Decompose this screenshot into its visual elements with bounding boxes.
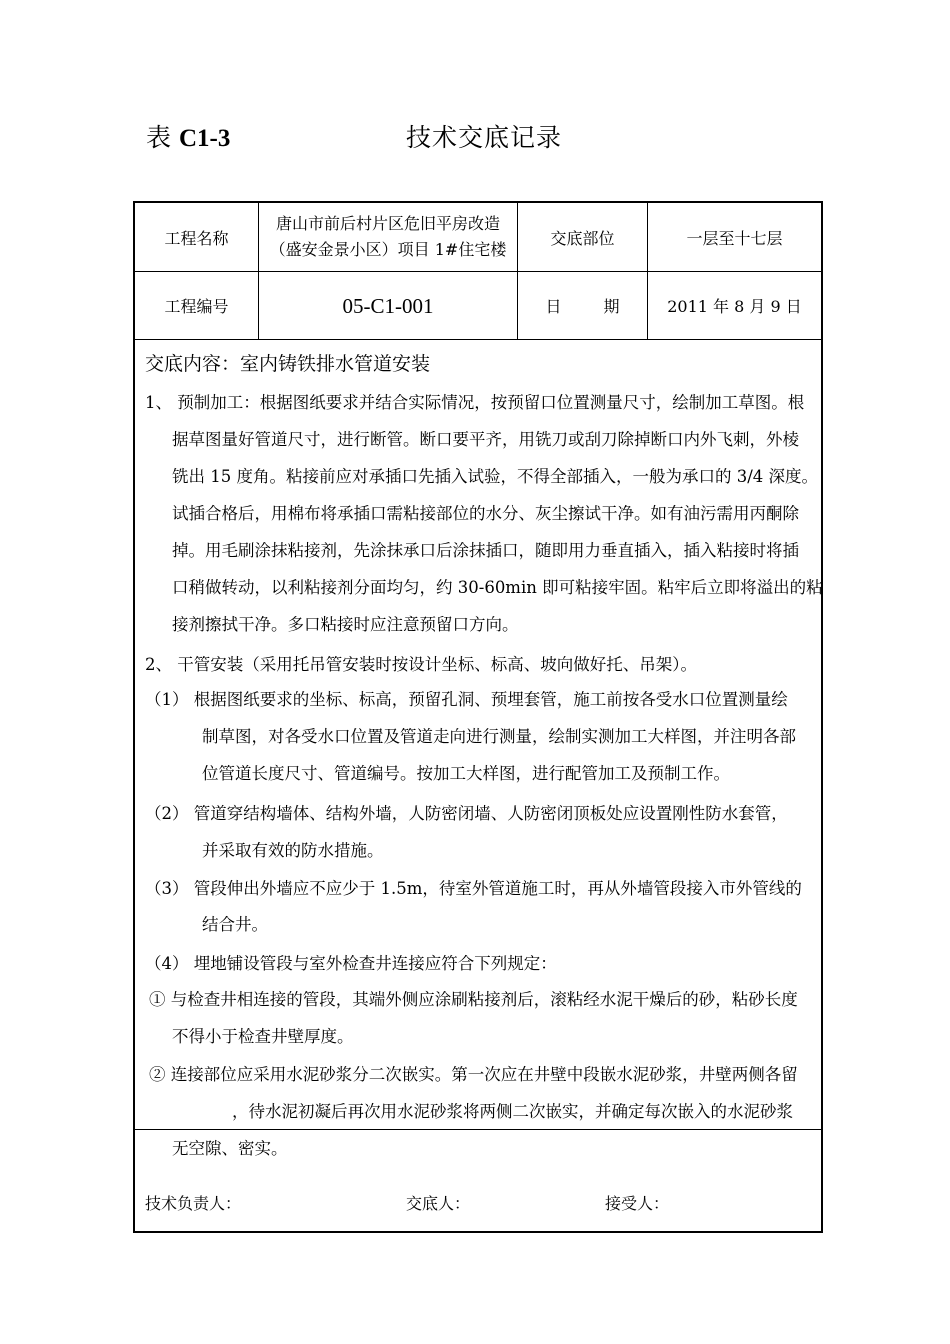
date-value: 2011 年 8 月 9 日 [667, 297, 802, 316]
info-row-2 [135, 272, 821, 340]
content-line: ① 与检查井相连接的管段，其端外侧应涂刷粘接剂后，滚粘经水泥干燥后的砂，粘砂长度 [149, 990, 798, 1009]
project-no-value: 05-C1-001 [259, 272, 518, 339]
content-line: 无空隙、密实。 [172, 1139, 288, 1158]
content-line: 1、 预制加工：根据图纸要求并结合实际情况，按预留口位置测量尺寸，绘制加工草图。根 [145, 393, 805, 412]
project-name-value [259, 203, 518, 271]
content-line: （1） 根据图纸要求的坐标、标高，预留孔洞、预埋套管，施工前按各受水口位置测量绘 [145, 690, 788, 709]
date-label-1: 日 [545, 297, 562, 316]
content-line: ，待水泥初凝后再次用水泥砂浆将两侧二次嵌实，并确定每次嵌入的水泥砂浆 [232, 1102, 793, 1121]
project-name-line2: （盛安金景小区）项目 1#住宅楼 [269, 240, 507, 259]
table-number [146, 118, 230, 154]
date-label [518, 272, 648, 339]
project-name-label: 工程名称 [135, 203, 259, 271]
content-line: （3） 管段伸出外墙应不应少于 1.5m，待室外管道施工时，再从外墙管段接入市外管线的 [145, 879, 802, 898]
record-table [133, 201, 823, 1233]
content-line: 试插合格后，用棉布将承插口需粘接部位的水分、灰尘擦试干净。如有油污需用丙酮除 [172, 504, 799, 523]
part-value: 一层至十七层 [686, 228, 783, 248]
project-name-line1: 唐山市前后村片区危旧平房改造 [275, 214, 500, 233]
disclosure-content [135, 340, 823, 1158]
content-line: 掉。用毛刷涂抹粘接剂，先涂抹承口后涂抹插口，随即用力垂直插入，插入粘接时将插 [172, 541, 799, 560]
content-line: 接剂擦拭干净。多口粘接时应注意预留口方向。 [172, 615, 519, 634]
document-title: 技术交底记录 [406, 123, 563, 152]
content-line: 结合井。 [202, 915, 268, 934]
table-number-code: C1-3 [178, 125, 231, 152]
content-line: 据草图量好管道尺寸，进行断管。断口要平齐，用铣刀或刮刀除掉断口内外飞刺，外棱 [172, 430, 799, 449]
content-line: 铣出 15 度角。粘接前应对承插口先插入试验，不得全部插入，一般为承口的 3/4 深度。 [172, 467, 819, 486]
content-line: （2） 管道穿结构墙体、结构外墙，人防密闭墙、人防密闭顶板处应设置刚性防水套管， [145, 804, 788, 823]
receiver-signature-label: 接受人： [605, 1194, 670, 1213]
table-number-prefix: 表 [146, 123, 179, 152]
info-row-1 [135, 203, 821, 272]
content-line: 并采取有效的防水措施。 [202, 841, 384, 860]
content-heading: 交底内容：室内铸铁排水管道安装 [145, 353, 431, 375]
content-line: 位管道长度尺寸、管道编号。按加工大样图，进行配管加工及预制工作。 [202, 764, 730, 783]
discloser-signature-label: 交底人： [406, 1194, 471, 1213]
part-label: 交底部位 [518, 203, 648, 271]
content-line: 口稍做转动，以利粘接剂分面均匀，约 30-60min 即可粘接牢固。粘牢后立即将溢出的粘 [172, 578, 823, 597]
content-line: 不得小于检查井壁厚度。 [172, 1027, 354, 1046]
content-line: 2、 干管安装（采用托吊管安装时按设计坐标、标高、坡向做好托、吊架）。 [145, 655, 697, 674]
project-no-label: 工程编号 [135, 272, 259, 339]
content-line: （4） 埋地铺设管段与室外检查井连接应符合下列规定： [145, 954, 557, 973]
tech-lead-signature-label: 技术负责人： [145, 1194, 242, 1213]
date-label-2: 期 [603, 297, 620, 316]
content-line: ② 连接部位应采用水泥砂浆分二次嵌实。第一次应在井壁中段嵌水泥砂浆，井壁两侧各留 [149, 1065, 798, 1084]
content-line: 制草图，对各受水口位置及管道走向进行测量，绘制实测加工大样图，并注明各部 [202, 727, 796, 746]
